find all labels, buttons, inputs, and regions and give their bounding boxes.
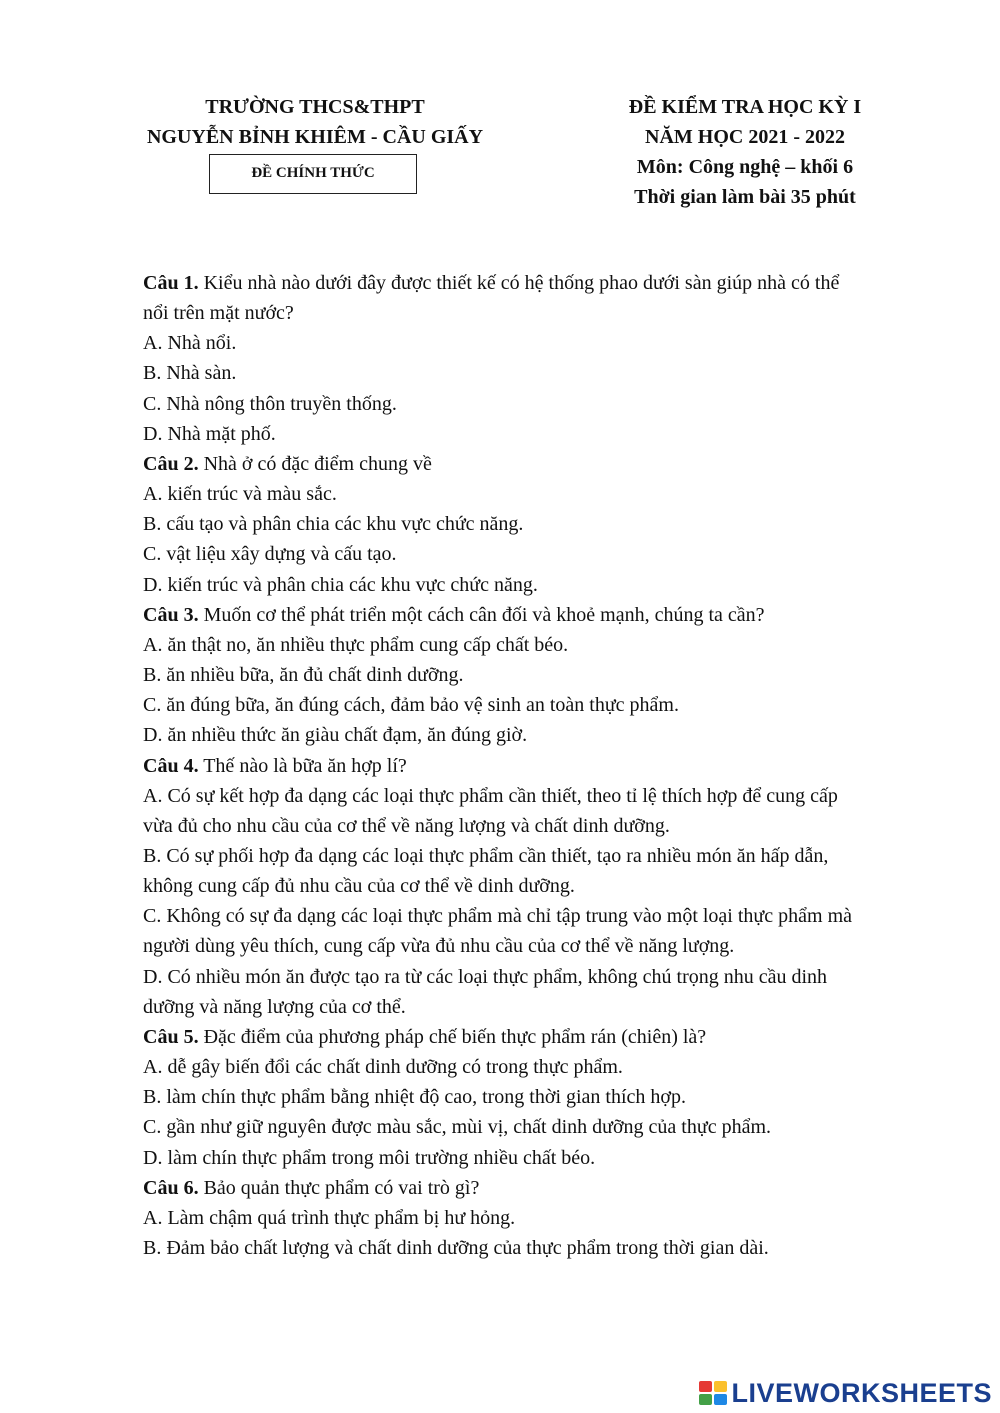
- answer-option-line: không cung cấp đủ nhu cầu của cơ thể về dinh dưỡng.: [143, 875, 575, 898]
- answer-option: [143, 962, 923, 1022]
- answer-option-line: B. cấu tạo và phân chia các khu vực chức năng.: [143, 513, 524, 536]
- answer-option: [143, 509, 923, 539]
- answer-option: [143, 630, 923, 660]
- answer-option-line: B. Đảm bảo chất lượng và chất dinh dưỡng của thực phẩm trong thời gian dài.: [143, 1237, 769, 1259]
- answer-option: [143, 1143, 923, 1173]
- answer-option: [143, 1233, 923, 1263]
- liveworksheets-watermark: [699, 1378, 992, 1408]
- question-text: Thế nào là bữa ăn hợp lí?: [203, 754, 407, 777]
- answer-option-line: A. dễ gây biến đổi các chất dinh dưỡng có trong thực phẩm.: [143, 1056, 623, 1079]
- school-header: [100, 92, 530, 152]
- question: [143, 1173, 923, 1263]
- answer-option: [143, 1082, 923, 1112]
- answer-option: [143, 1112, 923, 1142]
- school-name-line1: TRƯỜNG THCS&THPT: [205, 96, 425, 118]
- question-label: Câu 3.: [143, 603, 199, 626]
- answer-option: [143, 570, 923, 600]
- exam-duration: Thời gian làm bài 35 phút: [634, 186, 856, 208]
- official-exam-label: ĐỀ CHÍNH THỨC: [209, 154, 417, 194]
- answer-option-line: D. Có nhiều món ăn được tạo ra từ các loại thực phẩm, không chú trọng nhu cầu dinh: [143, 965, 828, 988]
- answer-option: [143, 358, 923, 388]
- answer-option: [143, 720, 923, 750]
- answer-option-line: B. ăn nhiều bữa, ăn đủ chất dinh dưỡng.: [143, 664, 464, 687]
- answer-option-line: C. gần như giữ nguyên được màu sắc, mùi vị, chất dinh dưỡng của thực phẩm.: [143, 1116, 772, 1139]
- answer-option-line: B. làm chín thực phẩm bằng nhiệt độ cao, trong thời gian thích hợp.: [143, 1086, 686, 1109]
- answer-option: [143, 901, 923, 961]
- answer-option-line: người dùng yêu thích, cung cấp vừa đủ nhu cầu của cơ thể về năng lượng.: [143, 935, 735, 958]
- answer-option-line: A. Có sự kết hợp đa dạng các loại thực phẩm cần thiết, theo tỉ lệ thích hợp để cung cấp: [143, 784, 838, 807]
- question-text: Nhà ở có đặc điểm chung về: [203, 452, 432, 475]
- answer-option-line: B. Có sự phối hợp đa dạng các loại thực phẩm cần thiết, tạo ra nhiều món ăn hấp dẫn,: [143, 844, 829, 867]
- exam-title: ĐỀ KIỂM TRA HỌC KỲ I: [628, 96, 862, 118]
- question-list: [143, 268, 923, 1263]
- question-text-line: [143, 268, 923, 298]
- subject: Môn: Công nghệ – khối 6: [636, 156, 854, 178]
- question-text: Muốn cơ thể phát triển một cách cân đối và khoẻ mạnh, chúng ta cần?: [203, 603, 765, 626]
- answer-option: [143, 841, 923, 901]
- question-text-line: [143, 298, 923, 328]
- question-text: Đặc điểm của phương pháp chế biến thực phẩm rán (chiên) là?: [203, 1025, 707, 1048]
- answer-option-line: vừa đủ cho nhu cầu của cơ thể về năng lượng và chất dinh dưỡng.: [143, 814, 670, 837]
- answer-option-line: C. ăn đúng bữa, ăn đúng cách, đảm bảo vệ sinh an toàn thực phẩm.: [143, 694, 679, 717]
- answer-option-line: B. Nhà sàn.: [143, 362, 237, 385]
- answer-option-line: dưỡng và năng lượng của cơ thể.: [143, 995, 406, 1018]
- question-text-line: [143, 1022, 923, 1052]
- question-label: Câu 6.: [143, 1176, 199, 1199]
- answer-option-line: A. kiến trúc và màu sắc.: [143, 483, 337, 506]
- question-text: Kiểu nhà nào dưới đây được thiết kế có hệ thống phao dưới sàn giúp nhà có thể: [203, 272, 840, 294]
- answer-option: [143, 1203, 923, 1233]
- answer-option: [143, 690, 923, 720]
- question-text-line: [143, 751, 923, 781]
- answer-option-line: D. kiến trúc và phân chia các khu vực chức năng.: [143, 573, 538, 596]
- answer-option: [143, 479, 923, 509]
- answer-option-line: A. Nhà nổi.: [143, 332, 237, 355]
- question-label: Câu 5.: [143, 1025, 199, 1048]
- answer-option: [143, 419, 923, 449]
- answer-option-line: D. ăn nhiều thức ăn giàu chất đạm, ăn đúng giờ.: [143, 724, 528, 747]
- answer-option: [143, 660, 923, 690]
- answer-option-line: A. ăn thật no, ăn nhiều thực phẩm cung cấp chất béo.: [143, 633, 569, 656]
- question: [143, 268, 923, 449]
- answer-option: [143, 781, 923, 841]
- question: [143, 449, 923, 600]
- question: [143, 1022, 923, 1173]
- school-name-line2: NGUYỄN BỈNH KHIÊM - CẦU GIẤY: [146, 126, 484, 148]
- liveworksheets-logo-icon: [699, 1381, 727, 1405]
- answer-option: [143, 328, 923, 358]
- answer-option-line: D. Nhà mặt phố.: [143, 422, 276, 445]
- question: [143, 600, 923, 751]
- answer-option-line: C. Không có sự đa dạng các loại thực phẩm mà chỉ tập trung vào một loại thực phẩm mà: [143, 905, 853, 928]
- question-text: Bảo quản thực phẩm có vai trò gì?: [203, 1176, 480, 1199]
- question-text: nổi trên mặt nước?: [143, 302, 294, 325]
- exam-header: [565, 92, 925, 212]
- watermark-text: LIVEWORKSHEETS: [731, 1377, 992, 1408]
- question-text-line: [143, 600, 923, 630]
- question-label: Câu 2.: [143, 452, 199, 475]
- question-label: Câu 4.: [143, 754, 199, 777]
- answer-option-line: D. làm chín thực phẩm trong môi trường nhiều chất béo.: [143, 1146, 596, 1169]
- answer-option-line: A. Làm chậm quá trình thực phẩm bị hư hỏng.: [143, 1206, 516, 1229]
- answer-option-line: C. Nhà nông thôn truyền thống.: [143, 392, 397, 415]
- question-text-line: [143, 449, 923, 479]
- question-text-line: [143, 1173, 923, 1203]
- answer-option: [143, 1052, 923, 1082]
- answer-option: [143, 389, 923, 419]
- question: [143, 751, 923, 1022]
- school-year: NĂM HỌC 2021 - 2022: [645, 126, 845, 148]
- question-label: Câu 1.: [143, 272, 199, 294]
- answer-option: [143, 539, 923, 569]
- answer-option-line: C. vật liệu xây dựng và cấu tạo.: [143, 543, 397, 566]
